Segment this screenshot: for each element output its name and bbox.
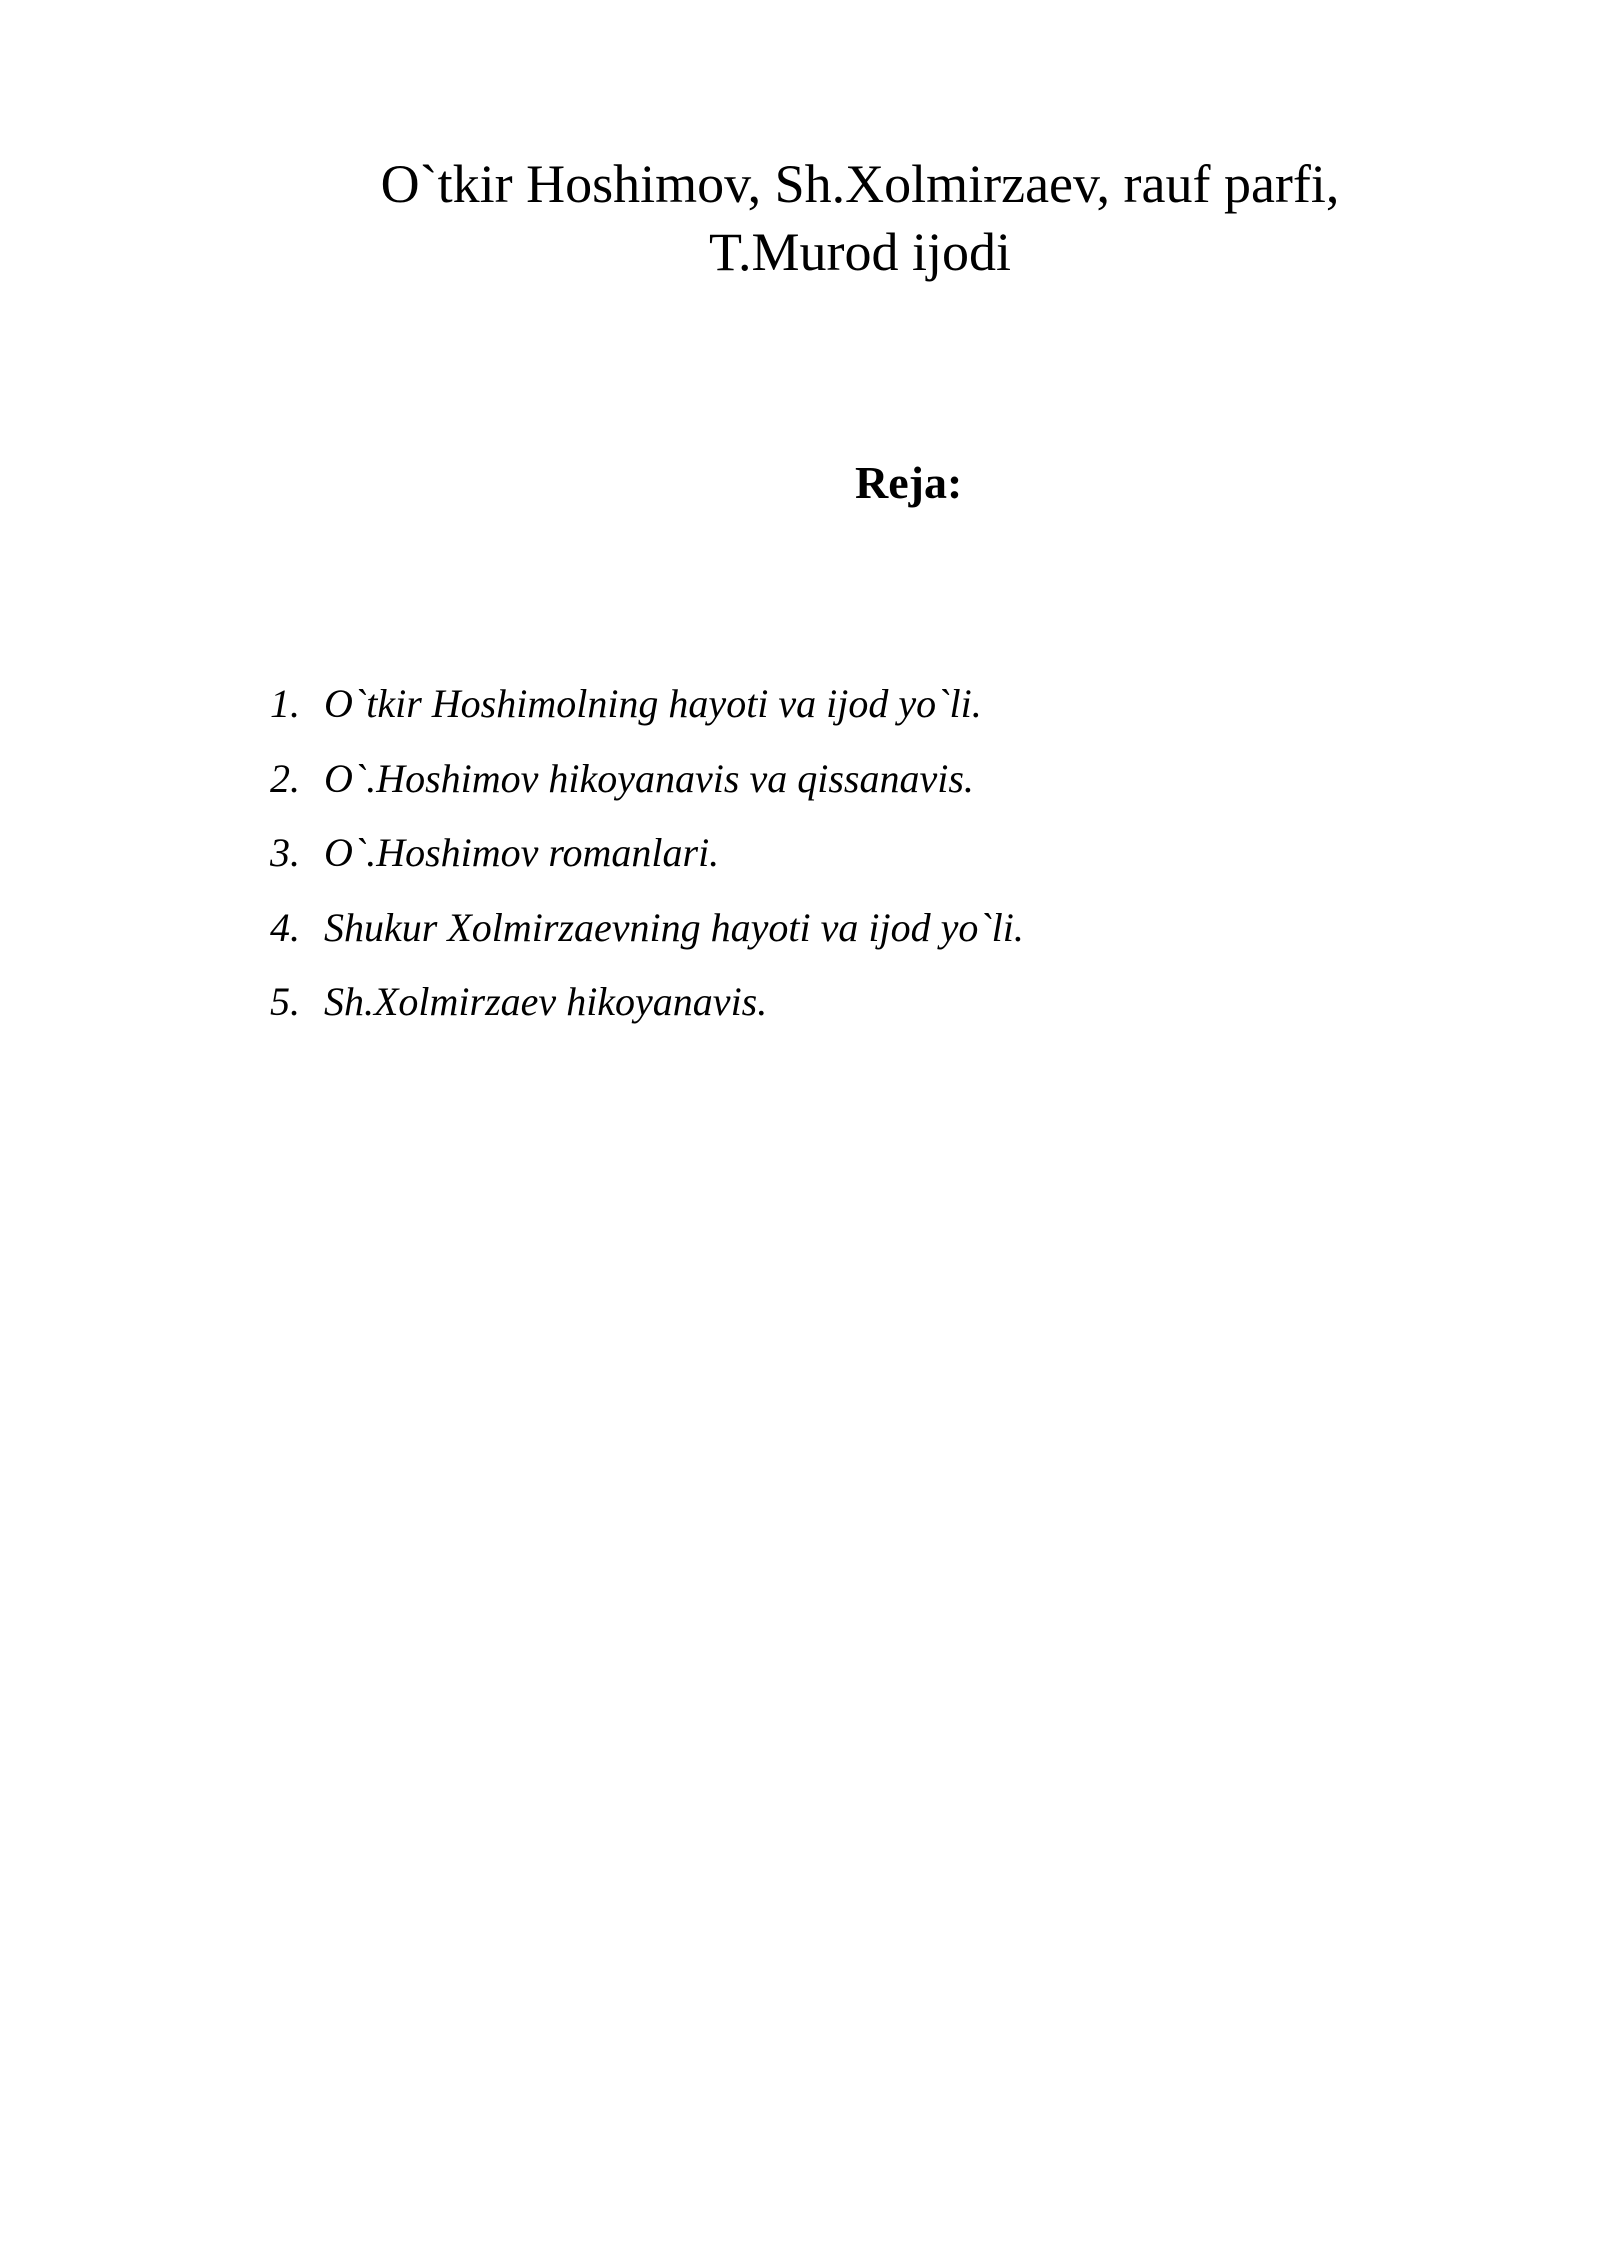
plan-item-2	[270, 749, 1024, 824]
plan-heading: Reja:	[855, 457, 963, 508]
plan-item-4	[270, 898, 1024, 973]
plan-item-text: Shukur Xolmirzaevning hayoti va ijod yo`li.	[324, 904, 1024, 950]
plan-item-number: 1.	[270, 681, 300, 726]
plan-item-text: O`tkir Hoshimolning hayoti va ijod yo`li.	[324, 681, 982, 726]
plan-item-number: 2.	[270, 755, 300, 801]
plan-item-number: 3.	[270, 830, 300, 875]
title-line-2: T.Murod ijodi	[709, 222, 1011, 282]
plan-item-1	[270, 674, 1024, 749]
plan-item-3	[270, 823, 1024, 898]
plan-item-text: O`.Hoshimov hikoyanavis va qissanavis.	[324, 755, 974, 801]
title-line-1: O`tkir Hoshimov, Sh.Xolmirzaev, rauf parfi,	[380, 154, 1340, 214]
plan-item-text: O`.Hoshimov romanlari.	[324, 830, 720, 875]
plan-item-number: 4.	[270, 904, 300, 950]
plan-item-text: Sh.Xolmirzaev hikoyanavis.	[324, 979, 768, 1024]
plan-list	[270, 674, 1024, 1047]
plan-item-number: 5.	[270, 979, 300, 1024]
plan-item-5	[270, 972, 1024, 1047]
document-title	[230, 150, 1490, 286]
